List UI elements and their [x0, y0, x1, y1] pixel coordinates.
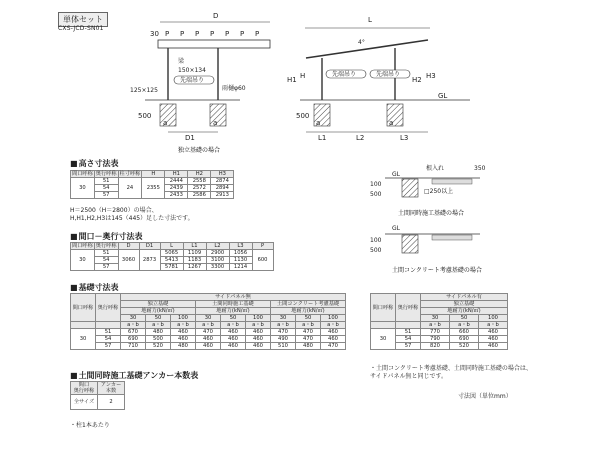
fd1-caption: 土間同時施工基礎の場合: [398, 210, 465, 217]
svg-text:P: P: [210, 30, 215, 38]
foundation-table: 間口呼称 奥行呼称 サイドパネル無 独立基礎 土間同時施工基礎 土間コンクリート考慮基礎 地耐力(kN/㎡) 地耐力(kN/㎡) 地耐力(kN/㎡) 30 50 100 30 50 100 30 50 100 a・b a・b a・b a・b a・b a・b a・b a・b a・b 30 51 670 480 460 470 460 460 470 470 460 54 690 500 460 460 460 460 490 470 460 57 710 520 480 460 460 460 510 480 470: [70, 293, 346, 350]
side-note: ・土間コンクリート考慮基礎、土間同時施工基礎の場合は、 サイドパネル無と同じです。: [370, 365, 532, 380]
front-30-label: 30: [150, 30, 159, 38]
height-note: H＝2500（H＝2800）の場合、 H,H1,H2,H3は145（445）足した寸法です。: [70, 207, 194, 222]
svg-text:P: P: [165, 30, 170, 38]
fd2-100: 100: [370, 237, 382, 244]
fd1-slab: □250以上: [424, 188, 454, 195]
beam-size-label: 150×134: [178, 67, 206, 74]
side-a-label-2: a: [389, 119, 394, 127]
col-size-label: 125×125: [130, 87, 158, 94]
l2-label: L2: [356, 134, 365, 142]
side-a-label-1: a: [316, 119, 321, 127]
svg-text:P: P: [180, 30, 185, 38]
fd1-350: 350: [474, 165, 486, 172]
set-tag: 単体セット: [58, 12, 108, 27]
side-foot-text-1: 先端吊り: [332, 71, 357, 78]
opening-table-title: ■ 間口－奥行寸法表: [70, 231, 143, 242]
anchor-table-title: ■ 土間同時施工基礎アンカー本数表: [70, 370, 198, 381]
fd2-gl: GL: [392, 225, 400, 232]
front-500-label: 500: [138, 112, 152, 120]
h2-label: H2: [412, 76, 422, 84]
fd2-caption: 土間コンクリート考慮基礎の場合: [392, 267, 482, 274]
height-table: 間口呼称 奥行呼称 柱寸呼称 H H1 H2 H3 30 51 24 2355 2444 2558 2874 54 2439 2572 2894 57 2433 2586 2913: [70, 170, 234, 199]
side-panel-table: 間口呼称 奥行呼称 サイドパネル有 独立基礎 地耐力(kN/㎡) 30 50 100 a・b a・b a・b 30 51 770 660 460 54 790 690 460 57 820 520 460: [370, 293, 508, 350]
front-foot-text: 先端吊り: [180, 77, 205, 84]
side-view: [287, 16, 470, 142]
unit-note: 寸法図（単位mm）: [458, 393, 512, 400]
side-gl-label: GL: [438, 92, 448, 100]
l3-label: L3: [400, 134, 409, 142]
side-l-label: L: [368, 16, 372, 24]
front-caption: 独立基礎の場合: [178, 147, 221, 154]
anchor-note: ・柱1本あたり: [70, 422, 110, 429]
opening-table: 間口呼称 奥行呼称 D D1 L L1 L2 L3 P 30 51 3060 2873 5065 1109 2900 1056 600 54 5413 1183 3100 1130 57 5781 1267 3300 1214: [70, 242, 274, 271]
anchor-table: 間口 奥行呼称 アンカー 本数 全サイズ 2: [70, 381, 125, 410]
h1-label: H1: [287, 76, 297, 84]
foundation-detail-1: [370, 164, 486, 217]
fd1-gl: GL: [392, 171, 400, 178]
roof-side: [306, 40, 428, 58]
foundation-table-title: ■ 基礎寸法表: [70, 282, 119, 293]
front-d1-label: D1: [185, 134, 195, 142]
side-foot-text-2: 先端吊り: [376, 71, 401, 78]
product-code: CXS-JCD-SN01: [58, 25, 104, 32]
front-d-label: D: [213, 12, 219, 20]
fd1-depth: 根入れ: [426, 165, 445, 172]
svg-text:P: P: [240, 30, 245, 38]
side-500-label: 500: [296, 112, 310, 120]
drain-label: 雨樋φ60: [222, 85, 246, 92]
l1-label: L1: [318, 134, 327, 142]
angle-label: 4°: [358, 39, 365, 46]
fd1-100: 100: [370, 181, 382, 188]
front-view: [130, 12, 270, 154]
h3-label: H3: [426, 72, 436, 80]
height-table-title: ■ 高さ寸法表: [70, 158, 119, 169]
front-a-label-1: a: [163, 119, 168, 127]
front-a-label-2: a: [213, 119, 218, 127]
foundation-detail-2: [370, 225, 482, 274]
beam-label: 梁: [178, 58, 185, 65]
svg-text:P: P: [195, 30, 200, 38]
roof-front: [158, 40, 270, 48]
svg-text:P: P: [255, 30, 260, 38]
svg-text:P: P: [225, 30, 230, 38]
p-labels: [165, 30, 259, 38]
h-label: H: [300, 72, 306, 80]
fd1-500: 500: [370, 191, 382, 198]
fd2-500: 500: [370, 247, 382, 254]
